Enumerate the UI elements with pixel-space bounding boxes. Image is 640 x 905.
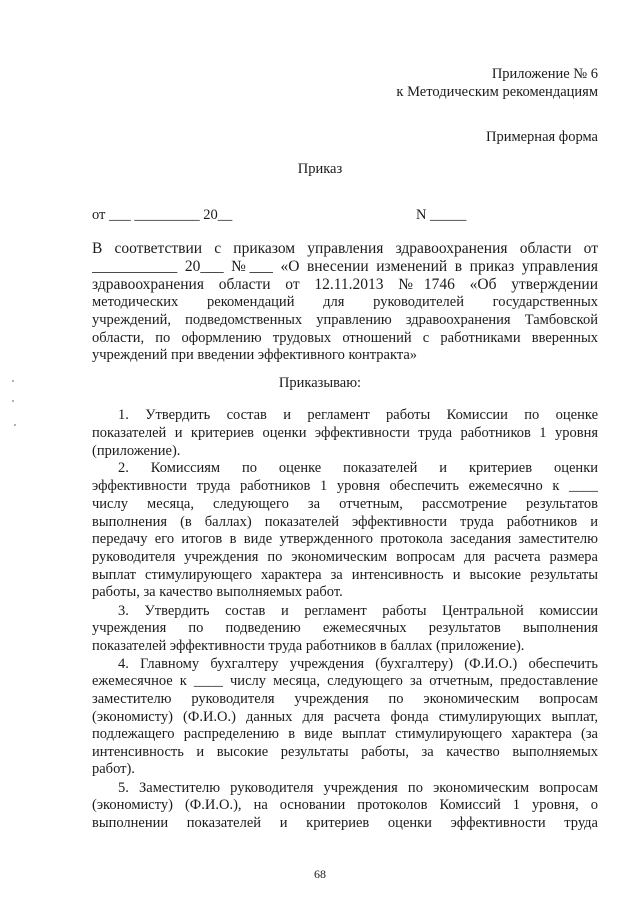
appendix-reference: к Методическим рекомендациям <box>396 84 598 100</box>
order-date: от ___ _________ 20__ <box>92 207 233 223</box>
item-line: (экономисту) (Ф.И.О.) данных для расчета фонда стимулирующих выплат, <box>92 709 598 725</box>
scan-speck <box>14 424 16 426</box>
item-line: числу месяца, следующего за отчетным, рассмотрение результатов <box>92 496 598 512</box>
order-word: Приказываю: <box>278 375 362 391</box>
preamble-line: учреждений, подведомственных управлению здравоохранения Тамбовской <box>92 312 598 328</box>
item-line: 2. Комиссиям по оценке показателей и критериев оценки <box>118 460 598 476</box>
item-line: учреждения по подведению ежемесячных результатов выполнения <box>92 620 598 636</box>
form-type-label: Примерная форма <box>485 129 598 145</box>
item-line: 3. Утвердить состав и регламент работы Центральной комиссии <box>118 603 598 619</box>
item-line: подлежащего распределению в виде выплат стимулирующего характера (за <box>92 726 598 742</box>
item-line: показателей и критериев оценки эффективности труда работников 1 уровня <box>92 425 598 441</box>
preamble-line: ___________ 20___ №___ «О внесении изменений в приказ управления <box>92 258 598 275</box>
item-line: интенсивность и высокие результаты работы, за качество выполняемых <box>92 744 598 760</box>
preamble-line: здравоохранения области от 12.11.2013 №1746 «Об утверждении <box>92 276 598 293</box>
item-line: (приложение). <box>92 443 181 459</box>
item-line: эффективности труда работников 1 уровня обеспечить ежемесячно к ____ <box>92 478 598 494</box>
item-line: ежемесячное к ____ числу месяца, следующего за отчетным, предоставление <box>92 673 598 689</box>
preamble-line: области, по оформлению трудовых отношений с работниками вверенных <box>92 330 598 346</box>
item-line: показателей эффективности труда работников в баллах (приложение). <box>92 638 525 654</box>
item-line: работ). <box>92 761 135 777</box>
item-line: выплат стимулирующего характера за интенсивность и высокие результаты <box>92 567 598 583</box>
item-line: работы, за качество выполняемых работ. <box>92 584 343 600</box>
scan-speck <box>12 400 14 402</box>
order-number: N _____ <box>416 207 467 223</box>
document-title: Приказ <box>297 161 343 177</box>
scan-speck <box>12 380 14 382</box>
item-line: 4. Главному бухгалтеру учреждения (бухгалтеру) (Ф.И.О.) обеспечить <box>118 656 598 672</box>
item-line: заместителю руководителя учреждения по экономическим вопросам <box>92 691 598 707</box>
preamble-line: В соответствии с приказом управления здравоохранения области от <box>92 240 598 257</box>
preamble-line: методических рекомендаций для руководителей государственных <box>92 294 598 310</box>
appendix-number: Приложение № 6 <box>491 66 598 82</box>
item-line: руководителя учреждения по экономическим вопросам для расчета размера <box>92 549 598 565</box>
page-number: 68 <box>314 867 326 881</box>
item-line: выполнении показателей и критериев оценки эффективности труда <box>92 815 598 831</box>
item-line: передачу его итогов в виде утвержденного протокола заседания заместителю <box>92 531 598 547</box>
preamble-line: учреждений при введении эффективного контракта» <box>92 347 418 363</box>
item-line: 1. Утвердить состав и регламент работы Комиссии по оценке <box>118 407 598 423</box>
item-line: (экономисту) (Ф.И.О.), на основании протоколов Комиссий 1 уровня, о <box>92 797 598 813</box>
item-line: выполнения (в баллах) показателей эффективности труда работников и <box>92 514 598 530</box>
item-line: 5. Заместителю руководителя учреждения по экономическим вопросам <box>118 780 598 796</box>
